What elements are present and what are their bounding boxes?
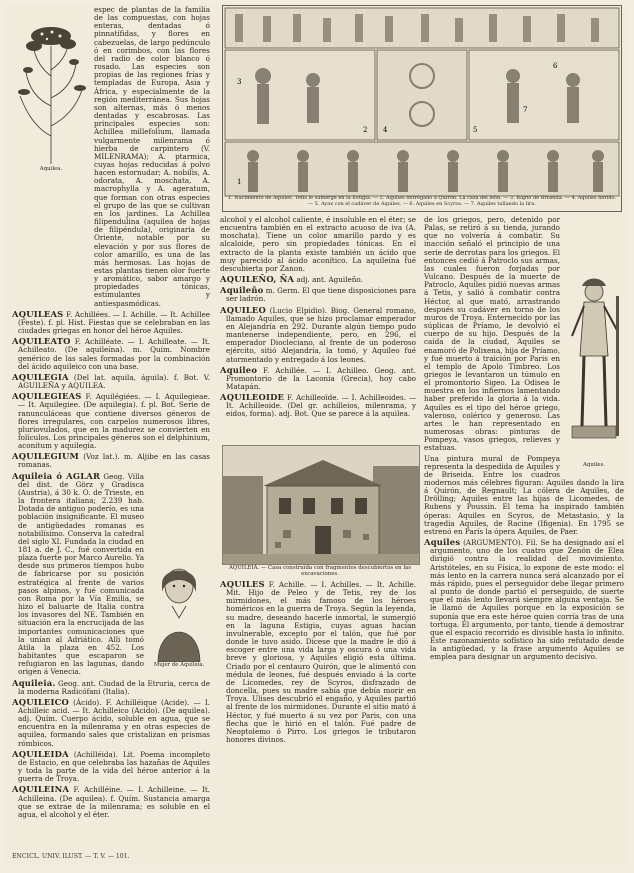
headword: AQUILEGIEAS (12, 391, 82, 402)
plate-number-1: 1 (237, 178, 242, 186)
plate-number-4: 4 (383, 126, 388, 134)
statue-icon (564, 276, 624, 460)
plate-scenes-icon (223, 6, 621, 211)
column-2-lower (220, 580, 416, 856)
entry-aquileno (220, 275, 416, 284)
definition: (Ácido). F. Achilléique (Acide). — I. Achilleic acid. — It. Achilleico (Acido). (De aquilea). adj. Quím. Cuerpo ácido, soluble en agua, que se encuentra en la milenrama y en otras especies de aquilea, formando sales que cristalizan en prismas rómbicos. (18, 697, 210, 748)
entry-aquileico (12, 698, 210, 748)
headword: Aquileño (220, 285, 264, 296)
column-3 (424, 216, 624, 856)
ruined-house-icon (223, 446, 419, 564)
entry-aquileia-etruria (12, 679, 210, 696)
definition: F. Aquilégiées. — I. Aquilegieae. — It. Aquilegiee. (De aquilegia). f. pl. Bot. Serie de ranunculáceas que contiene diversos géneros de flores irregulares, con carpelos numerosos libres, pluriovulados, que en la madurez se convierten en folículos. Los principales géneros son el delphinium, aconitum y aquilegia. (18, 392, 210, 451)
definition: F. Achillée. — I. Achilleo. Geog. ant. Promontorio de la Laconia (Grecia), hoy cabo Matapán. (226, 365, 416, 391)
headword: Aquiles (424, 537, 461, 548)
entry-aquileo-geog (220, 366, 416, 391)
aquilea-intro-text: espec de plantas de la familia de las compuestas, con hojas enteras, dentadas ó pinnatífidas, y flores en cabezuelas, de largo pedúnculo ó en corimbos, con las flores del radio de color blanco ó rosado. Las especies son propias de las regiones frías y templadas de Europa, Asia y África, y especialmente de la región mediterránea. Sus hojas son alternas, más ó menos dentadas y escabrosas. Las principales especies son: Achillea millefolium, llamada vulgarmente milenrama ó hierba de carpintero (V. MILENRAMA); A. ptarmica, cuyas hojas reducidas á polvo hacen estornudar; A. nobilis, A. odorata, A. moschata, A. macrophylla y A. ageratum, que forman con otras especies el grupo de las que se cultivan en los jardines. La Achillea filipendulina (aquilea de hojas de filipéndula), originaria de Oriente, notable por su elevación y por sus flores de color amarillo, es una de las más hermosas. Las hojas de estas plantas tienen olor fuerte y aromático, sabor amargo y propiedades tónicas, estimulantes y antiespasmódicas. (94, 6, 210, 308)
plate-number-5: 5 (473, 126, 478, 134)
definition: Geog. ant. Ciudad de la Etruria, cerca de la moderna Radicófani (Italia). (18, 678, 210, 696)
entry-aquileas (12, 310, 210, 335)
entry-aquileno-germ (220, 286, 416, 303)
entry-aquilegia (12, 373, 210, 390)
headword: Aquileia. (12, 677, 56, 688)
entry-aquiles (220, 580, 416, 744)
definition: m. Germ. El que tiene disposiciones para ser ladrón. (226, 286, 416, 304)
entry-aquileoide (220, 393, 416, 418)
woman-portrait-icon (148, 562, 210, 662)
entry-aquilegium (12, 452, 210, 469)
headword: AQUILEO (220, 304, 266, 315)
aquiles-statue-caption: Aquiles. (583, 462, 605, 468)
aquileia-house-caption: AQUILEIA. — Casa construída con fragmentos descubiertos en las excavaciones. (228, 565, 412, 578)
definition: F. Achilléine. — I. Achilleine. — It. Achilleina. (De aquilea). f. Quím. Sustancia amarga que se extrae de la milenrama; es soluble en el agua, el alcohol y el éter. (18, 785, 210, 819)
definition: Geog. Villa del dist. de Görz y Gradisca (Austria), á 30 k. O. de Trieste, en la frontera italiana; 2.239 hab. Dotada de antiguo poderío, es una población insignificante. El museo de antigüedades romanas es notabilísimo. Conserva la catedral del siglo XI. Fundada la ciudad en 181 a. de J. C., fué convertida en plaza fuerte por Marco Aurelio. Ya desde sus primeros tiempos hubo de fabricarse por su posición estratégica al frente de varios pasos alpinos, y fué comunicada con Roma por la Vía Emilia, se hizo el baluarte de Italia contra los invasores del NE. También en situación era la encrucijada de las importantes comunicaciones que la unían al Adriático. Alli tomó Atila la plaza en 452. Los habitantes que escaparon se refugiaron en las lagunas, dando origen á Venecia. (18, 471, 144, 677)
definition: F. Achilleoïde. — I. Achilleoides. — It. Achilleoide. (Del gr. achilleios, milenrama, y eidos, forma). adj. Bot. Que se parece á la aquilea. (226, 393, 416, 419)
definition: (Lucio Elpidio). Biog. General romano, llamado Aquiles, que se hizo proclamar emperador en Alejandría en 292. Durante algún tiempo pudo mantenerse independiente, pero, en 296, el emperador Diocleciano, al frente de un poderoso ejército, sitió Alejandría, la tomó, y Aquileo fué atormentado y entregado á los leones. (226, 305, 416, 364)
headword: AQUILEICO (12, 696, 69, 707)
entry-aquileia (12, 472, 144, 677)
aquiles-art-text: Una pintura mural de Pompeya representa la despedida de Aquiles y de Briseida. Entre los cuadros modernos más célebres figuran: Aquiles dando la lira á Quirón, de Regnault; La cólera de Aquiles, de Drölling; Aquiles entre las hijas de Licomedes, de Rubens y Poussin. El tema ha inspirado también óperas: Aquiles en Scyros, de Metastasio, y la tragedia Aquiles, de Racine (Ifigenia). En 1795 se estrenó en París la ópera Aquiles, de Paer. (424, 453, 624, 536)
entry-aquileida (12, 750, 210, 784)
aquilea-plant-figure (12, 6, 90, 176)
plate-caption: 1. Nacimiento de Aquiles. Tetis le sumerge en la Estigia. — 2. Aquiles entregado á Quirón. La caza del león. — 3. Rapto de Briseida. — 4. Aquiles herido. — 5. Ayax con el cadáver de Aquiles. — 6. Aquiles en Scyros. — 7. Aquiles tallando la lira. (227, 195, 617, 207)
plant-illustration-icon (12, 6, 90, 166)
aquiles-continued-text: de los griegos, pero, detenido por Palas, se retiró á su tienda, jurando que no volvería á combatir. Su inacción señaló el principio de una serie de derrotas para los griegos. El entonces cedió á Patroclo sus armas, las cuales fueron forjadas por Vulcano. Después de la muerte de Patroclo, Aquiles pidió nuevas armas á Tetis, y salió á combatir contra Héctor, al que mató, arrastrando después su cadáver en torno de los muros de Troya. Enternecido por las súplicas de Príamo, le devolvió el cuerpo de su hijo. Después de la caída de la ciudad, Aquiles se enamoró de Polixena, hija de Príamo, y fué muerto á traición por Paris en el templo de Apolo Timbreo. Los griegos le levantaron un túmulo en el promontorio Sigeo. La Odisea le muestra en los infiernos lamentando haber preferido la gloria á la vida. Aquiles es el tipo del héroe griego, valeroso, colérico y generoso. Las artes le han representado en numerosas obras: pinturas de Pompeya, vasos griegos, relieves y estatuas. (424, 216, 560, 453)
headword: AQUILEOIDE (220, 392, 285, 403)
headword: Aquileia ó AGLAR (12, 470, 101, 481)
definition: (Achilléida). Lit. Poema incompleto de Estacio, en que celebraba las hazañas de Aquiles y toda la parte de la vida del héroe anterior á la guerra de Troya. (18, 749, 210, 784)
column-1 (12, 6, 210, 862)
headword: AQUILEIDA (12, 748, 69, 759)
mujer-aquileia-figure (148, 562, 210, 674)
definition: (Del lat. aquila, águila). f. Bot. V. AGUILEÑA y AQUILEA. (18, 372, 210, 391)
headword: Aquileo (220, 364, 258, 375)
aquileia-house-figure (222, 445, 420, 565)
definition: F. Achilléate. — I. Achilleate. — It. Achilleato. (De aquileína). m. Quím. Nombre genérico de las sales formadas por la combinación del ácido aquileico con una base. (18, 337, 210, 371)
aquileina-continued-text: alcohol y el alcohol caliente, é insoluble en el éter; se encuentra también en el extracto acuoso de iva (A. moschata). Tiene un color amarillo pardo y es alcaloide, pero sin propiedades tónicas. En el extracto de la planta existe también un ácido que muy parecido al ácido aconítico. La aquileína fué descubierta por Zanon. (220, 216, 416, 273)
entry-aquileo (220, 306, 416, 364)
page-footer: ENCICL. UNIV. ILUST. — T. V. — 101. (12, 853, 130, 860)
headword: AQUILEGIUM (12, 451, 79, 462)
definition: adj. ant. Aguileño. (296, 275, 363, 285)
headword: AQUILEGIA (12, 371, 69, 382)
plate-number-6: 6 (553, 62, 558, 70)
definition: (ARGUMENTO). Fil. Se ha designado así el argumento, uno de los cuatro que Zenón de Elea dirigió contra la realidad del movimiento. Aristóteles, en su Física, lo expone de este modo: el más lento en la carrera nunca será alcanzado por el más rápido, pues el perseguidor debe llegar primero al punto de donde partió el perseguido, de suerte que el más lento llevará siempre alguna ventaja. Se le llamó de Aquiles porque en la exposición se suponía que era este héroe quien corría tras de una tortuga. El argumento, por tanto, tiende á demostrar que el espacio recorrido es divisible hasta lo infinito. Este razonamiento sofístico ha sido refutado desde la antigüedad, y la frase argumento Aquiles se emplea para designar un argumento decisivo. (430, 538, 624, 662)
headword: AQUILEAS (12, 308, 64, 319)
entry-aquileato (12, 337, 210, 371)
mujer-aquileia-caption: Mujer de Aquileia. (153, 661, 205, 668)
headword: AQUILEINA (12, 784, 70, 795)
plate-number-7: 7 (523, 106, 528, 114)
headword: AQUILEATO (12, 336, 71, 347)
headword: AQUILES (220, 580, 265, 589)
definition: F. Achille. — I. Achilles. — It. Achille. Mit. Hijo de Peleo y de Tetis, rey de los mirmidones, el más famoso de los héroes homéricos en la guerra de Troya. Según la leyenda, su madre, deseando hacerle inmortal, le sumergió en la laguna Estigia, cuyas aguas hacían invulnerable, excepto por el talón, que fué por donde le tuvo asido. Dicese que la madre le dió á escoger entre una vida larga y oscura ó una vida breve y gloriosa, y Aquiles eligió esta última. Criado por el centauro Quirón, que le alimentó con médula de leones, fué después enviado á la corte de Licomedes, rey de Scyros, disfrazado de doncella, pues su madre sabía que debía morir en Troya. Ulises descubrió el engaño, y Aquiles partió al frente de los mirmidones. Durante el sitio mató á Héctor, y fué muerto á su vez por Paris, con una flecha que le hirió en el talón. Fué padre de Neoptolemo ó Pirro. Los griegos le tributaron honores divinos. (226, 580, 416, 744)
headword: AQUILEÑO, ÑA (220, 274, 295, 285)
entry-aquiles-argumento (424, 538, 624, 661)
plate-number-3: 3 (237, 78, 242, 86)
definition: F. Achillées. — I. Achille. — It. Achillee (Feste). f. pl. Hist. Fiestas que se celebraban en las ciudades griegas en honor del héroe Aquiles. (18, 309, 210, 336)
definition: (Voz lat.). m. Aljibe en las casas romanas. (18, 452, 210, 470)
plate-number-2: 2 (363, 126, 368, 134)
entry-aquileina (12, 785, 210, 819)
aquiles-illustration-plate (222, 5, 622, 212)
aquilea-figure-caption: Aquilea. (39, 166, 63, 172)
entry-aquilegieas (12, 392, 210, 450)
aquiles-statue-figure (564, 276, 624, 472)
